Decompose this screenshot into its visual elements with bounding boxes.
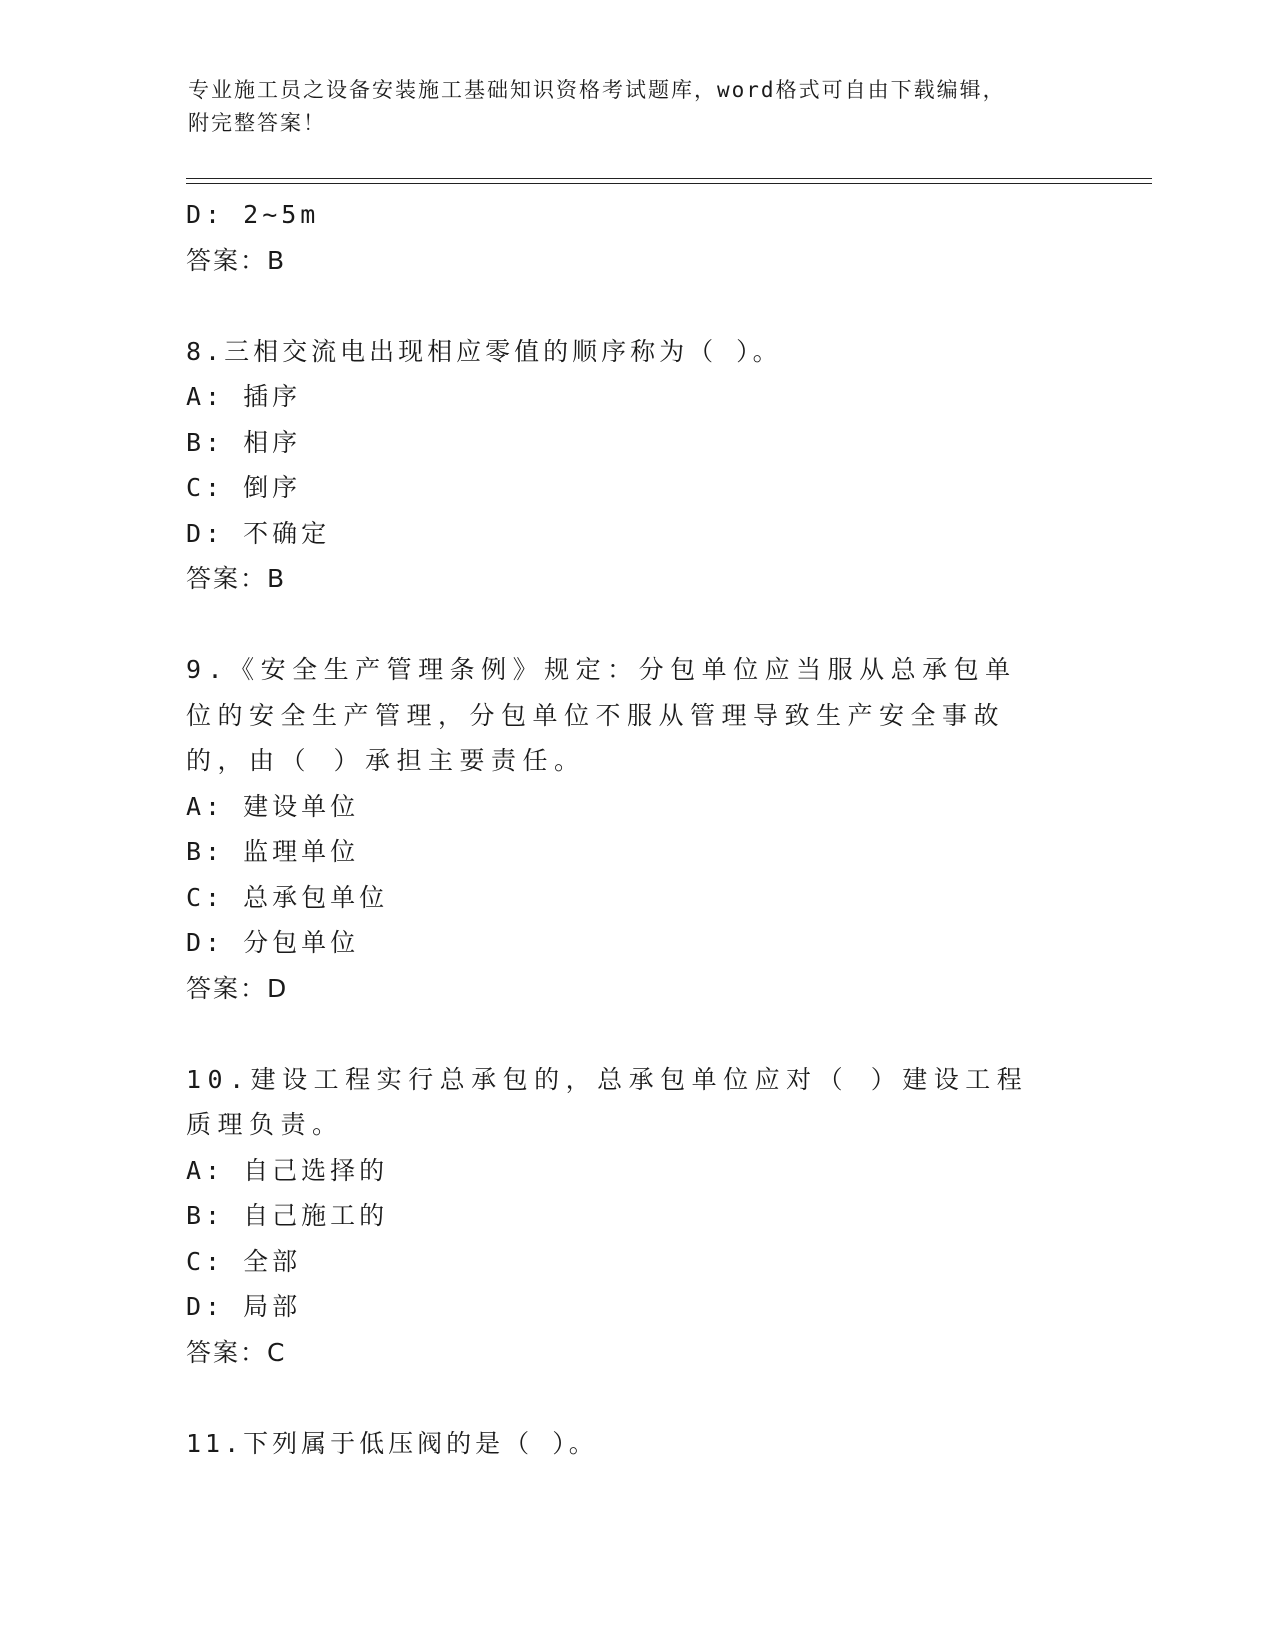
option-b: B: 监理单位 [186,837,360,866]
question-stem: 9.《安全生产管理条例》规定：分包单位应当服从总承包单位的安全生产管理，分包单位不服从管理导致生产安全事故的，由（ ）承担主要责任。 [186,655,1017,775]
spacer [186,602,1086,648]
option-d: D: 2~5m [186,200,320,229]
question-9 [186,647,1086,1011]
question-11 [186,1421,1086,1467]
option-a: A: 自己选择的 [186,1155,389,1185]
question-stem: 10.建设工程实行总承包的，总承包单位应对（ ）建设工程质理负责。 [186,1064,1029,1139]
option-b: B: 自己施工的 [186,1201,389,1230]
previous-question-continuation [186,192,1086,283]
option-d: D: 分包单位 [186,928,360,957]
question-stem: 8.三相交流电出现相应零值的顺序称为（ ）。 [186,336,782,366]
answer-line: 答案：C [186,1337,287,1367]
option-c: C: 全部 [186,1246,302,1276]
option-a: A: 插序 [186,382,302,411]
option-b: B: 相序 [186,427,302,457]
header-divider-top [186,178,1152,179]
question-10 [186,1057,1086,1376]
header-divider-bottom [186,183,1152,184]
header-title-line-2: 附完整答案！ [188,111,326,135]
option-d: D: 局部 [186,1292,302,1321]
question-8 [186,329,1086,602]
spacer [186,1375,1086,1421]
answer-line: 答案：D [186,973,289,1003]
answer-line: 答案：B [186,245,287,275]
header-title-line-1: 专业施工员之设备安装施工基础知识资格考试题库，word格式可自由下载编辑， [188,78,1006,102]
spacer [186,283,1086,329]
question-stem: 11.下列属于低压阀的是（ ）。 [186,1428,598,1458]
option-c: C: 倒序 [186,473,302,502]
spacer [186,1011,1086,1057]
document-header [188,74,1068,140]
option-a: A: 建设单位 [186,791,360,821]
question-list [186,192,1086,1466]
option-d: D: 不确定 [186,518,331,548]
option-c: C: 总承包单位 [186,882,389,912]
answer-line: 答案：B [186,564,287,593]
